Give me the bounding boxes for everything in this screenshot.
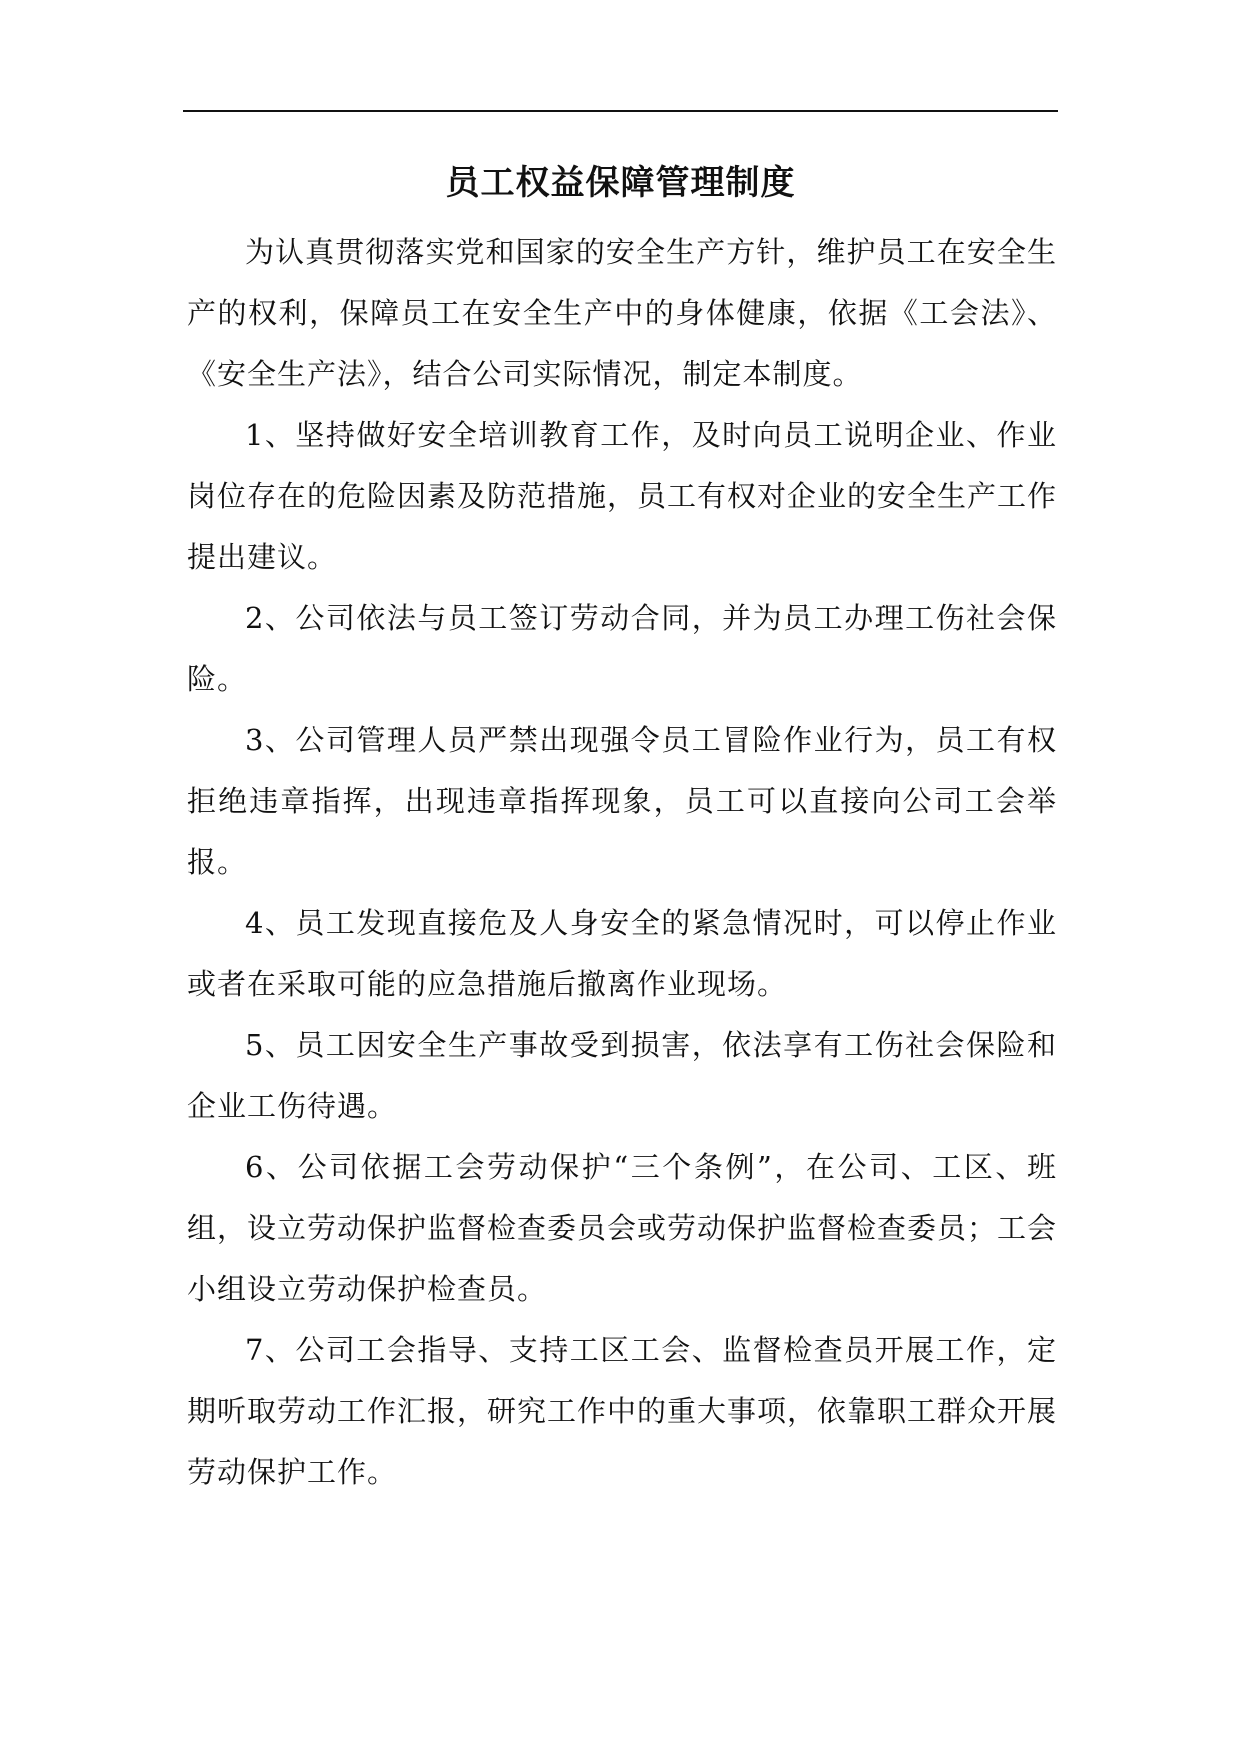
clause-1: 1、坚持做好安全培训教育工作，及时向员工说明企业、作业岗位存在的危险因素及防范措施，员工有权对企业的安全生产工作提出建议。	[187, 418, 1058, 574]
clause-4: 4、员工发现直接危及人身安全的紧急情况时，可以停止作业或者在采取可能的应急措施后撤离作业现场。	[187, 906, 1057, 1001]
intro-paragraph: 为认真贯彻落实党和国家的安全生产方针，维护员工在安全生产的权利，保障员工在安全生产中的身体健康，依据《工会法》、《安全生产法》，结合公司实际情况，制定本制度。	[187, 235, 1057, 391]
header-rule	[183, 110, 1058, 112]
clause-3: 3、公司管理人员严禁出现强令员工冒险作业行为，员工有权拒绝违章指挥，出现违章指挥现象，员工可以直接向公司工会举报。	[187, 723, 1057, 879]
clause-6: 6、公司依据工会劳动保护“三个条例”，在公司、工区、班组，设立劳动保护监督检查委员会或劳动保护监督检查委员；工会小组设立劳动保护检查员。	[187, 1150, 1058, 1306]
document-title: 员工权益保障管理制度	[445, 163, 796, 203]
clause-2: 2、公司依法与员工签订劳动合同，并为员工办理工伤社会保险。	[187, 601, 1057, 696]
document-body	[187, 222, 1057, 1503]
clause-7: 7、公司工会指导、支持工区工会、监督检查员开展工作，定期听取劳动工作汇报，研究工作中的重大事项，依靠职工群众开展劳动保护工作。	[187, 1333, 1058, 1489]
clause-5: 5、员工因安全生产事故受到损害，依法享有工伤社会保险和企业工伤待遇。	[187, 1028, 1057, 1123]
